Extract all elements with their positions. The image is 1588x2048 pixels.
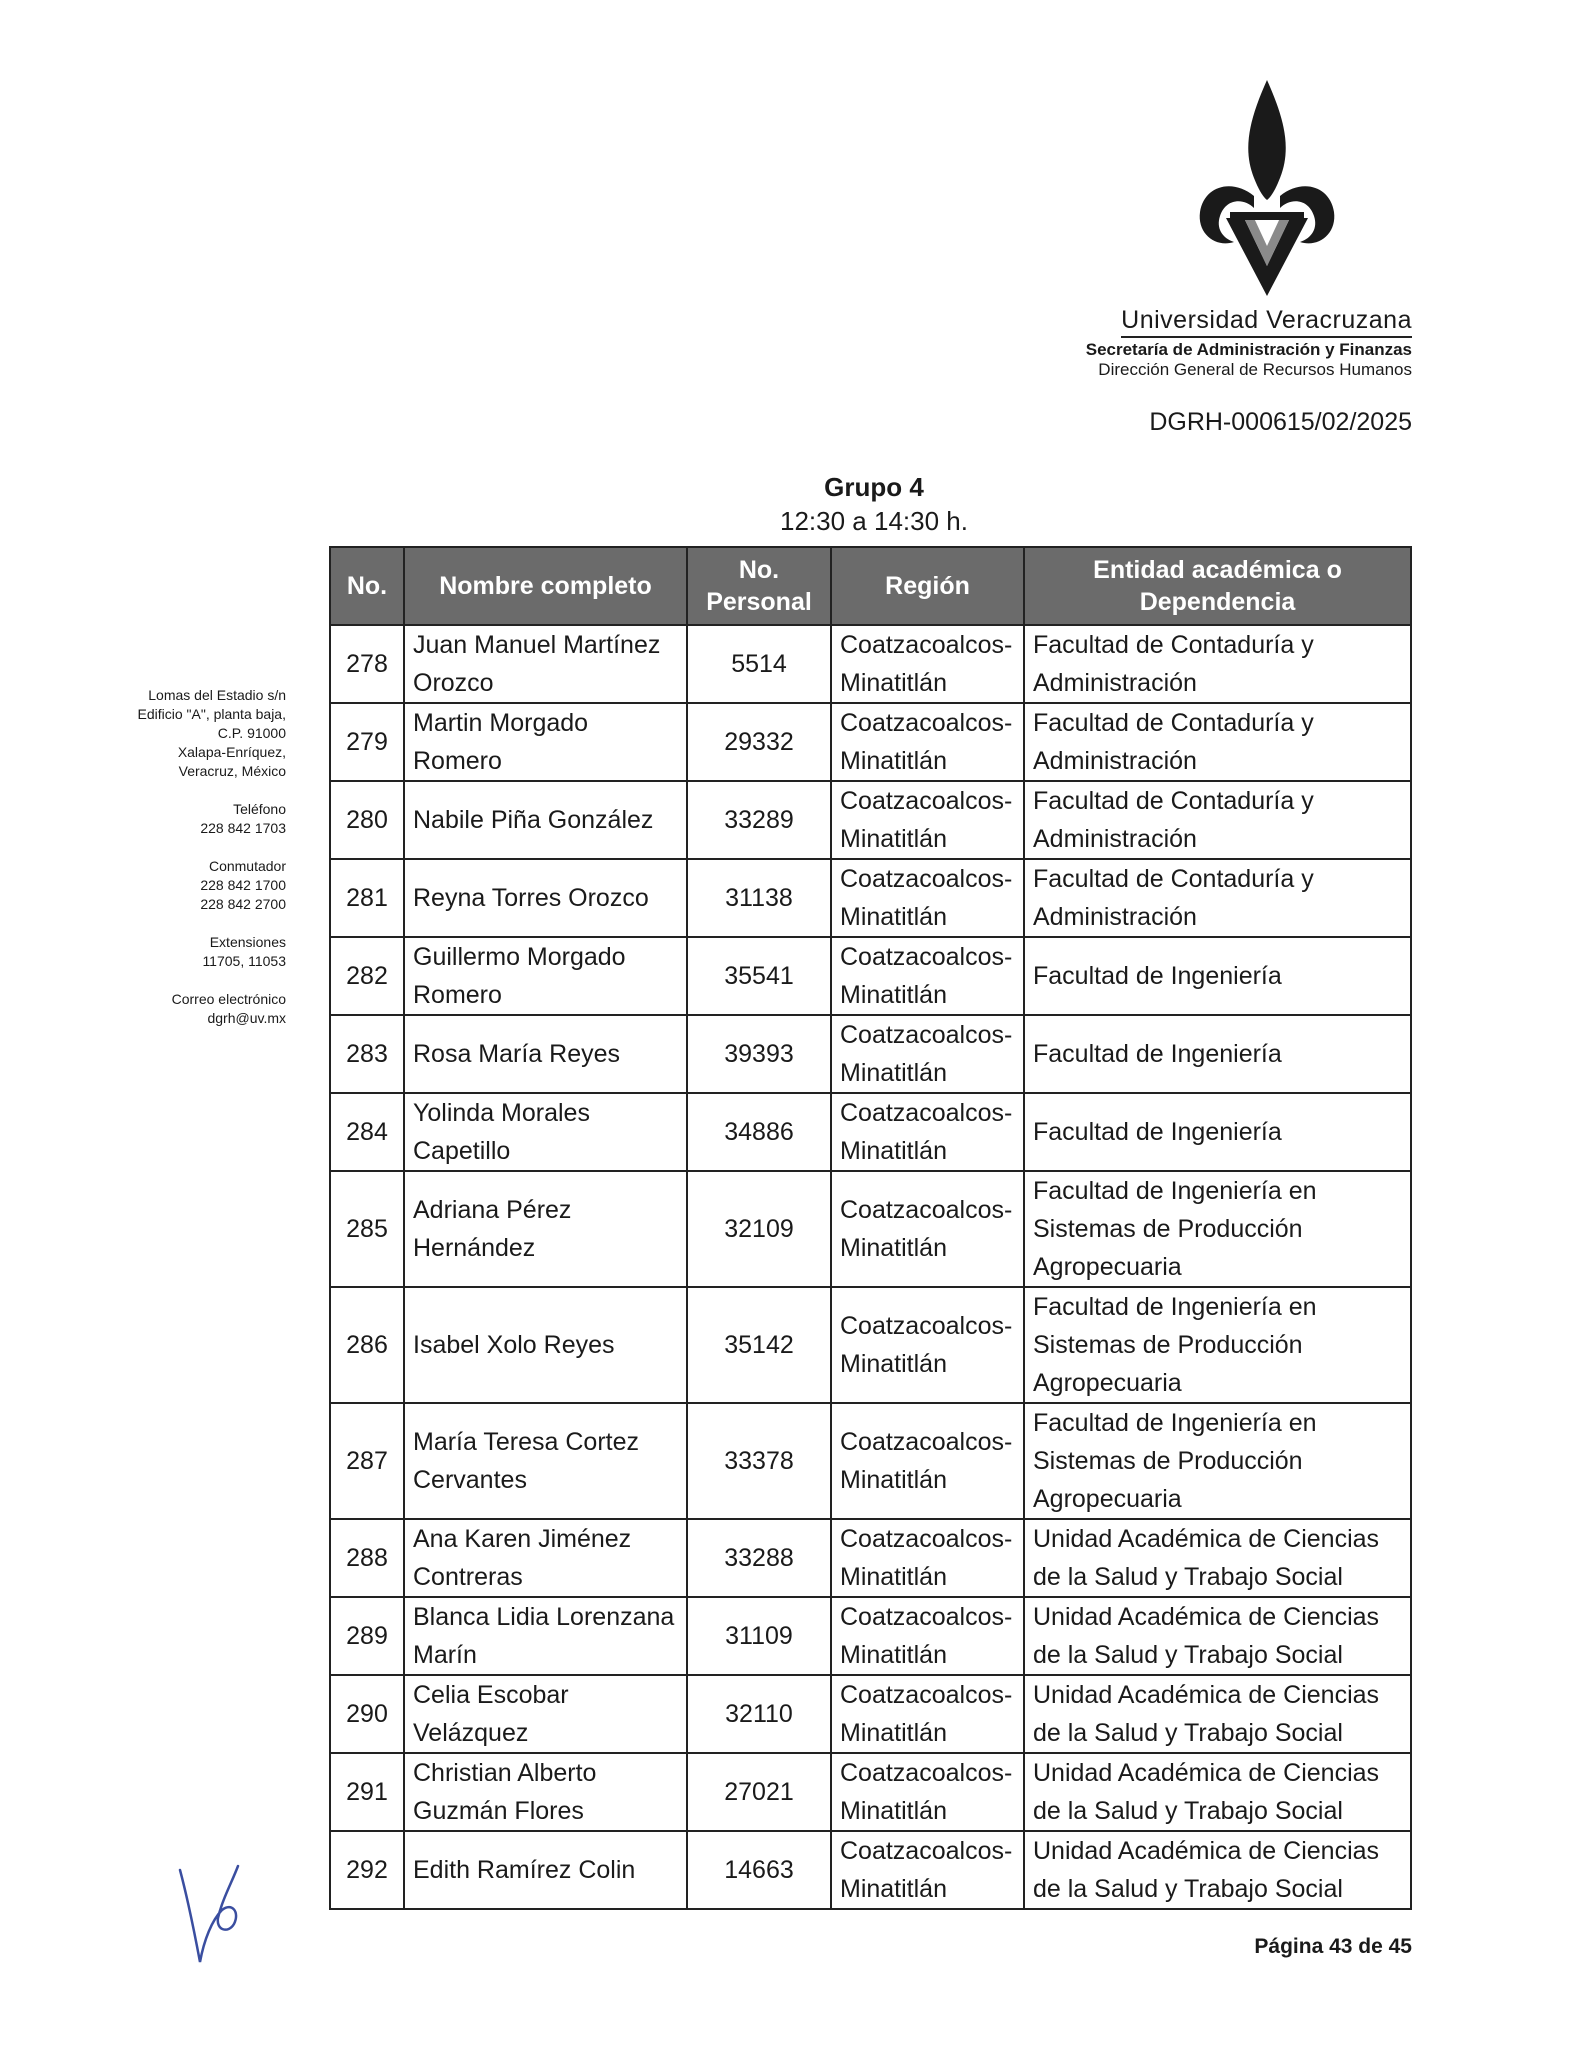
address-line: C.P. 91000 <box>217 725 286 741</box>
table-row <box>330 703 1411 781</box>
cell-no: 287 <box>330 1403 404 1519</box>
cell-no: 281 <box>330 859 404 937</box>
extensions-label: Extensiones <box>209 934 286 950</box>
cell-personal: 32109 <box>687 1171 831 1287</box>
cell-name: Ana Karen Jiménez Contreras <box>404 1519 687 1597</box>
cell-personal: 32110 <box>687 1675 831 1753</box>
phone-block <box>138 800 286 838</box>
letterhead <box>1086 306 1412 380</box>
phone-label: Teléfono <box>233 801 286 817</box>
table-row <box>330 1171 1411 1287</box>
cell-name: Reyna Torres Orozco <box>404 859 687 937</box>
email-label: Correo electrónico <box>171 991 286 1007</box>
switchboard-number: 228 842 2700 <box>200 896 286 912</box>
table-row <box>330 1015 1411 1093</box>
cell-personal: 34886 <box>687 1093 831 1171</box>
table-row <box>330 1597 1411 1675</box>
cell-entity: Unidad Académica de Ciencias de la Salud y Trabajo Social <box>1024 1675 1411 1753</box>
address-block <box>138 686 286 781</box>
cell-no: 290 <box>330 1675 404 1753</box>
cell-personal: 35142 <box>687 1287 831 1403</box>
cell-region: Coatzacoalcos-Minatitlán <box>831 1675 1024 1753</box>
cell-entity: Facultad de Ingeniería <box>1024 1015 1411 1093</box>
table-row <box>330 1675 1411 1753</box>
table-row <box>330 781 1411 859</box>
table-row <box>330 1287 1411 1403</box>
cell-entity: Facultad de Contaduría y Administración <box>1024 625 1411 703</box>
cell-region: Coatzacoalcos-Minatitlán <box>831 1831 1024 1909</box>
cell-entity: Facultad de Ingeniería en Sistemas de Producción Agropecuaria <box>1024 1403 1411 1519</box>
cell-name: Rosa María Reyes <box>404 1015 687 1093</box>
cell-name: María Teresa Cortez Cervantes <box>404 1403 687 1519</box>
university-logo <box>1192 78 1342 298</box>
handwritten-signature <box>170 1860 250 1970</box>
table-row <box>330 1753 1411 1831</box>
cell-no: 286 <box>330 1287 404 1403</box>
cell-name: Celia Escobar Velázquez <box>404 1675 687 1753</box>
cell-region: Coatzacoalcos-Minatitlán <box>831 1093 1024 1171</box>
group-time: 12:30 a 14:30 h. <box>780 506 968 536</box>
cell-entity: Facultad de Ingeniería <box>1024 937 1411 1015</box>
address-line: Veracruz, México <box>178 763 286 779</box>
cell-name: Juan Manuel Martínez Orozco <box>404 625 687 703</box>
phone-number: 228 842 1703 <box>200 820 286 836</box>
cell-personal: 31138 <box>687 859 831 937</box>
cell-name: Edith Ramírez Colin <box>404 1831 687 1909</box>
cell-region: Coatzacoalcos-Minatitlán <box>831 1753 1024 1831</box>
table-row <box>330 625 1411 703</box>
cell-no: 284 <box>330 1093 404 1171</box>
cell-region: Coatzacoalcos-Minatitlán <box>831 1403 1024 1519</box>
document-number: DGRH-000615/02/2025 <box>1149 408 1412 436</box>
cell-no: 283 <box>330 1015 404 1093</box>
table-header-row <box>330 547 1411 625</box>
cell-personal: 31109 <box>687 1597 831 1675</box>
switchboard-block <box>138 857 286 914</box>
cell-region: Coatzacoalcos-Minatitlán <box>831 1519 1024 1597</box>
direccion-name: Dirección General de Recursos Humanos <box>1098 360 1412 379</box>
cell-region: Coatzacoalcos-Minatitlán <box>831 937 1024 1015</box>
university-name: Universidad Veracruzana <box>1121 306 1412 338</box>
cell-entity: Facultad de Contaduría y Administración <box>1024 859 1411 937</box>
cell-region: Coatzacoalcos-Minatitlán <box>831 859 1024 937</box>
cell-region: Coatzacoalcos-Minatitlán <box>831 1597 1024 1675</box>
cell-personal: 33378 <box>687 1403 831 1519</box>
cell-name: Isabel Xolo Reyes <box>404 1287 687 1403</box>
cell-entity: Facultad de Ingeniería en Sistemas de Producción Agropecuaria <box>1024 1287 1411 1403</box>
cell-personal: 39393 <box>687 1015 831 1093</box>
cell-entity: Facultad de Ingeniería <box>1024 1093 1411 1171</box>
group-title: Grupo 4 <box>824 472 924 502</box>
cell-entity: Facultad de Ingeniería en Sistemas de Producción Agropecuaria <box>1024 1171 1411 1287</box>
cell-personal: 14663 <box>687 1831 831 1909</box>
cell-name: Christian Alberto Guzmán Flores <box>404 1753 687 1831</box>
cell-personal: 5514 <box>687 625 831 703</box>
cell-no: 292 <box>330 1831 404 1909</box>
cell-region: Coatzacoalcos-Minatitlán <box>831 1287 1024 1403</box>
email-address: dgrh@uv.mx <box>207 1010 286 1026</box>
cell-region: Coatzacoalcos-Minatitlán <box>831 1015 1024 1093</box>
cell-region: Coatzacoalcos-Minatitlán <box>831 781 1024 859</box>
cell-entity: Unidad Académica de Ciencias de la Salud y Trabajo Social <box>1024 1597 1411 1675</box>
address-line: Edificio "A", planta baja, <box>137 706 286 722</box>
cell-personal: 27021 <box>687 1753 831 1831</box>
cell-name: Nabile Piña González <box>404 781 687 859</box>
address-line: Lomas del Estadio s/n <box>148 687 286 703</box>
table-row <box>330 1519 1411 1597</box>
header-no: No. <box>330 547 404 625</box>
page-number: Página 43 de 45 <box>1254 1935 1412 1958</box>
cell-entity: Unidad Académica de Ciencias de la Salud y Trabajo Social <box>1024 1519 1411 1597</box>
switchboard-label: Conmutador <box>208 858 286 874</box>
participants-table <box>329 546 1412 1910</box>
extensions-value: 11705, 11053 <box>202 953 286 969</box>
table-row <box>330 1093 1411 1171</box>
cell-personal: 33288 <box>687 1519 831 1597</box>
table-row <box>330 1403 1411 1519</box>
cell-no: 285 <box>330 1171 404 1287</box>
cell-region: Coatzacoalcos-Minatitlán <box>831 625 1024 703</box>
header-name: Nombre completo <box>404 547 687 625</box>
cell-no: 280 <box>330 781 404 859</box>
cell-name: Blanca Lidia Lorenzana Marín <box>404 1597 687 1675</box>
table-row <box>330 1831 1411 1909</box>
table-row <box>330 937 1411 1015</box>
address-line: Xalapa-Enríquez, <box>177 744 286 760</box>
cell-no: 282 <box>330 937 404 1015</box>
cell-name: Adriana Pérez Hernández <box>404 1171 687 1287</box>
header-entity: Entidad académica o Dependencia <box>1024 547 1411 625</box>
cell-no: 279 <box>330 703 404 781</box>
cell-name: Yolinda Morales Capetillo <box>404 1093 687 1171</box>
cell-personal: 29332 <box>687 703 831 781</box>
cell-no: 289 <box>330 1597 404 1675</box>
cell-entity: Unidad Académica de Ciencias de la Salud y Trabajo Social <box>1024 1831 1411 1909</box>
cell-entity: Facultad de Contaduría y Administración <box>1024 703 1411 781</box>
header-personal: No. Personal <box>687 547 831 625</box>
header-region: Región <box>831 547 1024 625</box>
cell-no: 288 <box>330 1519 404 1597</box>
cell-name: Martin Morgado Romero <box>404 703 687 781</box>
extensions-block <box>138 933 286 971</box>
cell-region: Coatzacoalcos-Minatitlán <box>831 1171 1024 1287</box>
cell-no: 278 <box>330 625 404 703</box>
contact-sidebar <box>138 686 286 1047</box>
cell-personal: 35541 <box>687 937 831 1015</box>
email-block <box>138 990 286 1028</box>
table-row <box>330 859 1411 937</box>
cell-entity: Unidad Académica de Ciencias de la Salud y Trabajo Social <box>1024 1753 1411 1831</box>
cell-no: 291 <box>330 1753 404 1831</box>
cell-region: Coatzacoalcos-Minatitlán <box>831 703 1024 781</box>
cell-name: Guillermo Morgado Romero <box>404 937 687 1015</box>
cell-entity: Facultad de Contaduría y Administración <box>1024 781 1411 859</box>
switchboard-number: 228 842 1700 <box>200 877 286 893</box>
secretaria-name: Secretaría de Administración y Finanzas <box>1085 340 1412 359</box>
cell-personal: 33289 <box>687 781 831 859</box>
